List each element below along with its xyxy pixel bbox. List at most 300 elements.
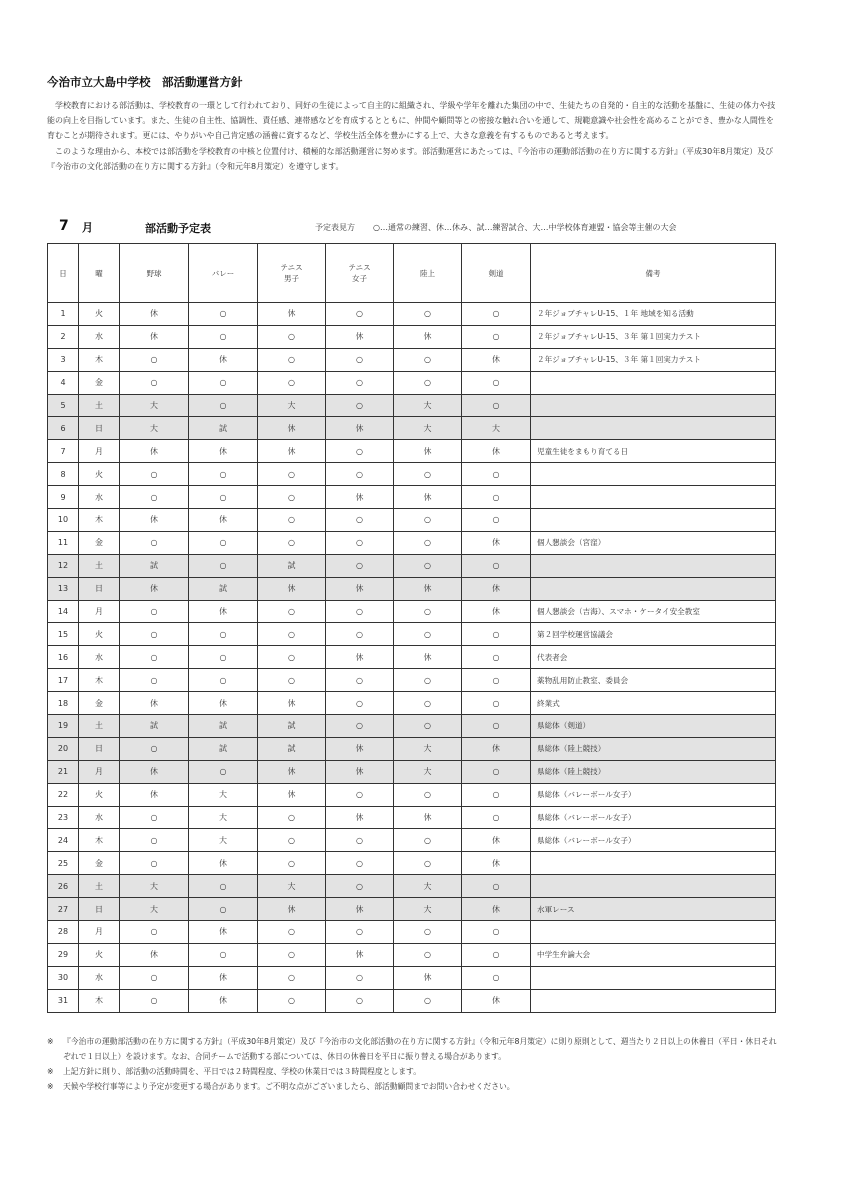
cell-baseball: ○ (120, 371, 189, 394)
cell-weekday: 日 (79, 577, 120, 600)
cell-baseball: 大 (120, 394, 189, 417)
cell-tennis-boys: ○ (258, 531, 326, 554)
cell-tennis-girls: ○ (326, 303, 394, 326)
cell-volleyball: ○ (189, 463, 258, 486)
cell-tennis-boys: 大 (258, 875, 326, 898)
cell-track: 休 (394, 577, 462, 600)
footnote (47, 1034, 777, 1064)
cell-baseball: ○ (120, 486, 189, 509)
intro-paragraph: 学校教育における部活動は、学校教育の一環として行われており、同好の生徒によって自主的に組織され、学級や学年を離れた集団の中で、生徒たちの自発的・自主的な活動を基盤に、生徒の体力や技能の向上を目指しています。また、生徒の自主性、協調性、責任感、連帯感などを育成するとともに、仲間や顧問等との密接な触れ合いを通して、規範意識や社会性を高めることができ、豊かな人間性を育むことが期待されます。更には、やりがいや自己肯定感の涵養に資するなど、学校生活全体を豊かにする上で、大きな意義を有するものであると考えます。 (47, 101, 776, 141)
cell-track: ○ (394, 531, 462, 554)
cell-track: ○ (394, 921, 462, 944)
cell-weekday: 金 (79, 692, 120, 715)
cell-baseball: 試 (120, 554, 189, 577)
cell-tennis-girls: ○ (326, 829, 394, 852)
footnotes (47, 1034, 777, 1094)
header-tennis-boys (258, 244, 326, 303)
cell-tennis-boys: ○ (258, 852, 326, 875)
table-row (48, 600, 776, 623)
footnote-text: 上記方針に則り、部活動の活動時間を、平日では２時間程度、学校の休業日では３時間程度とします。 (63, 1067, 422, 1076)
cell-volleyball: 試 (189, 737, 258, 760)
cell-track: 大 (394, 875, 462, 898)
cell-note (531, 486, 776, 509)
cell-track: 休 (394, 440, 462, 463)
cell-kendo: ○ (462, 371, 531, 394)
cell-kendo: ○ (462, 394, 531, 417)
cell-baseball: ○ (120, 600, 189, 623)
cell-tennis-boys: ○ (258, 486, 326, 509)
intro-paragraph: このような理由から、本校では部活動を学校教育の中核と位置付け、積極的な部活動運営に努めます。部活動運営にあたっては、『今治市の運動部活動の在り方に関する方針』（平成30年8月策定）及び『今治市の文化部活動の在り方に関する方針』（令和元年8月策定）を遵守します。 (47, 146, 774, 171)
table-row (48, 623, 776, 646)
cell-note: 個人懇談会（吉海）、スマホ・ケータイ安全教室 (531, 600, 776, 623)
cell-tennis-girls: ○ (326, 509, 394, 532)
table-row (48, 325, 776, 348)
cell-kendo: ○ (462, 303, 531, 326)
table-row (48, 989, 776, 1012)
schedule-title: 部活動予定表 (145, 222, 211, 235)
cell-kendo: 休 (462, 577, 531, 600)
cell-note (531, 852, 776, 875)
header-tennis-girls-line2: 女子 (352, 274, 367, 283)
cell-tennis-girls: 休 (326, 577, 394, 600)
legend-label: 予定表見方 (315, 223, 355, 232)
cell-tennis-girls: 休 (326, 486, 394, 509)
cell-day: 23 (48, 806, 79, 829)
cell-track: ○ (394, 692, 462, 715)
cell-day: 19 (48, 715, 79, 738)
table-row (48, 760, 776, 783)
cell-day: 13 (48, 577, 79, 600)
cell-weekday: 火 (79, 943, 120, 966)
cell-note (531, 509, 776, 532)
table-row (48, 463, 776, 486)
table-row (48, 806, 776, 829)
cell-kendo: ○ (462, 921, 531, 944)
cell-weekday: 土 (79, 875, 120, 898)
cell-volleyball: ○ (189, 646, 258, 669)
cell-volleyball: ○ (189, 531, 258, 554)
table-row (48, 966, 776, 989)
cell-track: ○ (394, 783, 462, 806)
cell-volleyball: 休 (189, 348, 258, 371)
schedule-table (47, 243, 776, 1013)
cell-tennis-girls: ○ (326, 852, 394, 875)
cell-tennis-boys: ○ (258, 623, 326, 646)
cell-weekday: 金 (79, 852, 120, 875)
cell-volleyball: ○ (189, 486, 258, 509)
cell-baseball: 休 (120, 325, 189, 348)
table-row (48, 348, 776, 371)
cell-baseball: ○ (120, 852, 189, 875)
cell-tennis-girls: 休 (326, 760, 394, 783)
cell-weekday: 月 (79, 440, 120, 463)
cell-note (531, 875, 776, 898)
cell-day: 27 (48, 898, 79, 921)
cell-note: 県総体（陸上競技） (531, 760, 776, 783)
cell-volleyball: 試 (189, 577, 258, 600)
footnote-text: 天候や学校行事等により予定が変更する場合があります。ご不明な点がございましたら、部活動顧問までお問い合わせください。 (63, 1082, 515, 1091)
cell-baseball: 休 (120, 783, 189, 806)
cell-volleyball: ○ (189, 623, 258, 646)
cell-tennis-girls: ○ (326, 692, 394, 715)
cell-track: ○ (394, 600, 462, 623)
cell-volleyball: ○ (189, 669, 258, 692)
cell-day: 9 (48, 486, 79, 509)
cell-volleyball: 休 (189, 440, 258, 463)
cell-kendo: ○ (462, 623, 531, 646)
cell-note: ２年ジョブチャレU-15、１年 地域を知る活動 (531, 303, 776, 326)
cell-tennis-girls: ○ (326, 600, 394, 623)
cell-kendo: ○ (462, 806, 531, 829)
cell-baseball: ○ (120, 966, 189, 989)
cell-weekday: 火 (79, 623, 120, 646)
cell-baseball: 休 (120, 303, 189, 326)
cell-tennis-girls: ○ (326, 371, 394, 394)
table-row (48, 577, 776, 600)
cell-kendo: ○ (462, 783, 531, 806)
cell-day: 18 (48, 692, 79, 715)
cell-baseball: 大 (120, 875, 189, 898)
cell-tennis-girls: ○ (326, 875, 394, 898)
cell-tennis-boys: ○ (258, 806, 326, 829)
cell-weekday: 木 (79, 829, 120, 852)
cell-track: ○ (394, 463, 462, 486)
footnote-mark: ※ (47, 1082, 54, 1091)
table-row (48, 715, 776, 738)
cell-track: 大 (394, 417, 462, 440)
cell-day: 30 (48, 966, 79, 989)
cell-volleyball: 休 (189, 989, 258, 1012)
cell-kendo: ○ (462, 692, 531, 715)
cell-track: ○ (394, 829, 462, 852)
cell-track: 休 (394, 806, 462, 829)
table-row (48, 554, 776, 577)
cell-weekday: 土 (79, 715, 120, 738)
cell-weekday: 土 (79, 554, 120, 577)
cell-note (531, 463, 776, 486)
cell-tennis-boys: 試 (258, 737, 326, 760)
cell-track: ○ (394, 371, 462, 394)
cell-note: 県総体（バレーボール女子） (531, 783, 776, 806)
cell-baseball: 休 (120, 577, 189, 600)
cell-volleyball: 休 (189, 921, 258, 944)
header-notes: 備考 (531, 244, 776, 303)
cell-baseball: 休 (120, 760, 189, 783)
header-track: 陸上 (394, 244, 462, 303)
table-row (48, 417, 776, 440)
cell-volleyball: ○ (189, 943, 258, 966)
cell-tennis-girls: ○ (326, 348, 394, 371)
cell-day: 21 (48, 760, 79, 783)
cell-baseball: ○ (120, 646, 189, 669)
cell-tennis-boys: ○ (258, 600, 326, 623)
cell-volleyball: 休 (189, 692, 258, 715)
cell-track: ○ (394, 669, 462, 692)
cell-tennis-boys: 休 (258, 440, 326, 463)
cell-volleyball: ○ (189, 554, 258, 577)
cell-track: 休 (394, 486, 462, 509)
table-row (48, 486, 776, 509)
cell-note: 第２回学校運営協議会 (531, 623, 776, 646)
cell-tennis-girls: ○ (326, 554, 394, 577)
footnote-mark: ※ (47, 1037, 54, 1046)
cell-weekday: 金 (79, 371, 120, 394)
cell-weekday: 月 (79, 600, 120, 623)
cell-baseball: ○ (120, 531, 189, 554)
cell-day: 25 (48, 852, 79, 875)
cell-weekday: 土 (79, 394, 120, 417)
cell-weekday: 日 (79, 417, 120, 440)
cell-note: 県総体（陸上競技） (531, 737, 776, 760)
cell-tennis-boys: ○ (258, 669, 326, 692)
cell-track: 大 (394, 737, 462, 760)
cell-kendo: ○ (462, 669, 531, 692)
cell-day: 31 (48, 989, 79, 1012)
cell-note: 県総体（剣道） (531, 715, 776, 738)
cell-day: 4 (48, 371, 79, 394)
legend-text: ○…通常の練習、休…休み、試…練習試合、大…中学校体育連盟・協会等主催の大会 (373, 223, 677, 232)
cell-volleyball: 大 (189, 806, 258, 829)
cell-tennis-boys: ○ (258, 371, 326, 394)
cell-track: ○ (394, 554, 462, 577)
table-row (48, 646, 776, 669)
cell-day: 5 (48, 394, 79, 417)
cell-note (531, 417, 776, 440)
cell-tennis-boys: 休 (258, 783, 326, 806)
cell-track: ○ (394, 303, 462, 326)
cell-track: ○ (394, 715, 462, 738)
table-header-row (48, 244, 776, 303)
cell-track: ○ (394, 852, 462, 875)
cell-tennis-boys: ○ (258, 966, 326, 989)
cell-day: 28 (48, 921, 79, 944)
cell-tennis-boys: ○ (258, 348, 326, 371)
cell-tennis-girls: ○ (326, 394, 394, 417)
cell-note (531, 989, 776, 1012)
cell-tennis-girls: 休 (326, 325, 394, 348)
cell-tennis-girls: 休 (326, 806, 394, 829)
cell-note: 児童生徒をまもり育てる日 (531, 440, 776, 463)
cell-volleyball: ○ (189, 875, 258, 898)
cell-kendo: 休 (462, 531, 531, 554)
cell-day: 20 (48, 737, 79, 760)
cell-tennis-girls: ○ (326, 966, 394, 989)
schedule-heading (47, 218, 787, 238)
cell-tennis-boys: 休 (258, 303, 326, 326)
header-tennis-boys-line2: 男子 (284, 274, 299, 283)
cell-day: 22 (48, 783, 79, 806)
cell-day: 14 (48, 600, 79, 623)
cell-kendo: ○ (462, 715, 531, 738)
cell-tennis-boys: ○ (258, 463, 326, 486)
month-label: 月 (82, 221, 93, 234)
cell-tennis-girls: ○ (326, 921, 394, 944)
header-kendo: 剣道 (462, 244, 531, 303)
cell-volleyball: 休 (189, 852, 258, 875)
cell-day: 29 (48, 943, 79, 966)
header-day: 日 (48, 244, 79, 303)
cell-tennis-boys: 試 (258, 554, 326, 577)
cell-note (531, 394, 776, 417)
cell-kendo: ○ (462, 943, 531, 966)
cell-tennis-boys: ○ (258, 646, 326, 669)
cell-track: ○ (394, 509, 462, 532)
cell-weekday: 日 (79, 737, 120, 760)
cell-note: 中学生弁論大会 (531, 943, 776, 966)
cell-note: 個人懇談会（宮窪） (531, 531, 776, 554)
month-number: 7 (59, 218, 69, 234)
cell-tennis-girls: ○ (326, 440, 394, 463)
cell-volleyball: ○ (189, 394, 258, 417)
cell-day: 6 (48, 417, 79, 440)
cell-volleyball: ○ (189, 760, 258, 783)
cell-tennis-boys: ○ (258, 829, 326, 852)
table-row (48, 737, 776, 760)
table-row (48, 875, 776, 898)
cell-weekday: 金 (79, 531, 120, 554)
cell-tennis-girls: 休 (326, 943, 394, 966)
cell-note (531, 577, 776, 600)
table-row (48, 531, 776, 554)
cell-volleyball: ○ (189, 371, 258, 394)
cell-track: ○ (394, 623, 462, 646)
table-row (48, 898, 776, 921)
cell-kendo: ○ (462, 875, 531, 898)
footnote-mark: ※ (47, 1067, 54, 1076)
cell-weekday: 水 (79, 966, 120, 989)
cell-day: 16 (48, 646, 79, 669)
cell-track: 大 (394, 898, 462, 921)
header-tennis-girls-line1: テニス (348, 263, 371, 272)
cell-note: 終業式 (531, 692, 776, 715)
cell-weekday: 水 (79, 646, 120, 669)
header-tennis-girls (326, 244, 394, 303)
cell-tennis-girls: ○ (326, 669, 394, 692)
cell-kendo: 休 (462, 852, 531, 875)
cell-kendo: 休 (462, 989, 531, 1012)
cell-weekday: 水 (79, 325, 120, 348)
cell-kendo: 休 (462, 440, 531, 463)
cell-note: 代表者会 (531, 646, 776, 669)
cell-weekday: 木 (79, 989, 120, 1012)
cell-tennis-girls: ○ (326, 715, 394, 738)
cell-kendo: ○ (462, 760, 531, 783)
cell-baseball: 休 (120, 440, 189, 463)
document-title: 今治市立大島中学校 部活動運営方針 (47, 75, 243, 89)
cell-baseball: ○ (120, 463, 189, 486)
header-tennis-boys-line1: テニス (280, 263, 303, 272)
cell-baseball: 大 (120, 417, 189, 440)
cell-kendo: ○ (462, 509, 531, 532)
cell-volleyball: 試 (189, 715, 258, 738)
cell-kendo: ○ (462, 966, 531, 989)
cell-kendo: 大 (462, 417, 531, 440)
cell-weekday: 月 (79, 921, 120, 944)
cell-kendo: 休 (462, 348, 531, 371)
table-row (48, 371, 776, 394)
cell-kendo: ○ (462, 486, 531, 509)
table-row (48, 692, 776, 715)
cell-day: 17 (48, 669, 79, 692)
cell-baseball: ○ (120, 669, 189, 692)
cell-baseball: ○ (120, 829, 189, 852)
cell-baseball: 休 (120, 943, 189, 966)
cell-day: 11 (48, 531, 79, 554)
cell-tennis-boys: 休 (258, 577, 326, 600)
cell-track: ○ (394, 989, 462, 1012)
table-row (48, 943, 776, 966)
table-row (48, 303, 776, 326)
intro-section (47, 98, 777, 174)
cell-tennis-boys: ○ (258, 509, 326, 532)
cell-baseball: 大 (120, 898, 189, 921)
cell-tennis-girls: ○ (326, 531, 394, 554)
cell-baseball: ○ (120, 989, 189, 1012)
header-weekday: 曜 (79, 244, 120, 303)
cell-volleyball: ○ (189, 898, 258, 921)
table-row (48, 509, 776, 532)
cell-tennis-boys: 休 (258, 898, 326, 921)
cell-kendo: 休 (462, 737, 531, 760)
table-row (48, 921, 776, 944)
table-row (48, 783, 776, 806)
cell-volleyball: 試 (189, 417, 258, 440)
cell-baseball: ○ (120, 737, 189, 760)
cell-kendo: 休 (462, 600, 531, 623)
header-volleyball: バレー (189, 244, 258, 303)
cell-tennis-girls: 休 (326, 646, 394, 669)
cell-day: 8 (48, 463, 79, 486)
cell-day: 15 (48, 623, 79, 646)
cell-tennis-boys: 休 (258, 760, 326, 783)
cell-baseball: ○ (120, 921, 189, 944)
cell-day: 10 (48, 509, 79, 532)
cell-volleyball: 大 (189, 829, 258, 852)
header-baseball: 野球 (120, 244, 189, 303)
cell-baseball: 休 (120, 692, 189, 715)
cell-weekday: 水 (79, 486, 120, 509)
cell-kendo: 休 (462, 829, 531, 852)
cell-tennis-girls: ○ (326, 623, 394, 646)
cell-track: 休 (394, 646, 462, 669)
cell-kendo: ○ (462, 463, 531, 486)
cell-baseball: 休 (120, 509, 189, 532)
cell-track: 大 (394, 760, 462, 783)
cell-note: 薬物乱用防止教室、委員会 (531, 669, 776, 692)
cell-tennis-girls: ○ (326, 463, 394, 486)
table-row (48, 669, 776, 692)
cell-baseball: ○ (120, 348, 189, 371)
cell-tennis-boys: 大 (258, 394, 326, 417)
cell-volleyball: 休 (189, 509, 258, 532)
cell-day: 1 (48, 303, 79, 326)
cell-baseball: ○ (120, 806, 189, 829)
cell-track: ○ (394, 348, 462, 371)
cell-note: 県総体（バレーボール女子） (531, 829, 776, 852)
cell-weekday: 水 (79, 806, 120, 829)
cell-track: 大 (394, 394, 462, 417)
cell-track: 休 (394, 966, 462, 989)
table-row (48, 394, 776, 417)
cell-kendo: ○ (462, 325, 531, 348)
cell-day: 7 (48, 440, 79, 463)
cell-weekday: 木 (79, 348, 120, 371)
cell-weekday: 木 (79, 669, 120, 692)
cell-baseball: 試 (120, 715, 189, 738)
cell-tennis-boys: 休 (258, 692, 326, 715)
cell-note (531, 921, 776, 944)
footnote (47, 1064, 777, 1079)
